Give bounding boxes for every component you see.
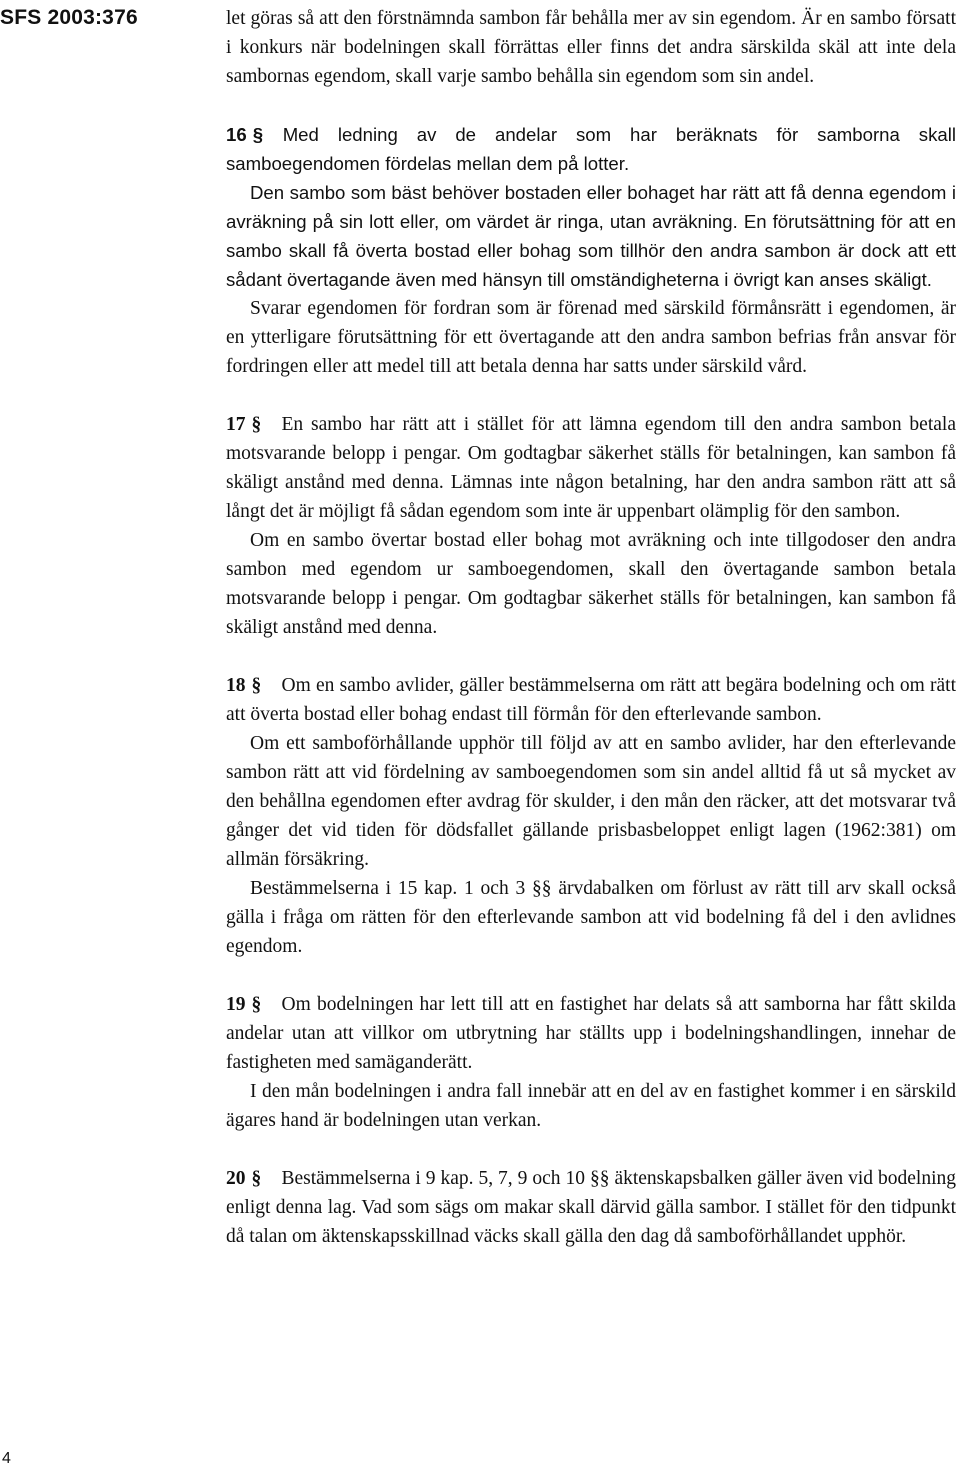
section-17-sign: § [251,414,262,435]
section-16-paragraph-3: Svarar egendomen för fordran som är förenad med särskild förmånsrätt i egendomen, är en ytterligare förutsättning för ett övertagande att den andra sambon befrias från ansvar för fordringen eller att medel till att betala denna har satts under särskild vård. [226,298,956,377]
statute-text-column [226,4,956,1251]
intro-paragraph: let göras så att den förstnämnda sambon får behålla mer av sin egendom. Är en sambo försatt i konkurs när bodelningen skall förrättas eller finns det andra särskilda skäl att inte dela sambornas egendom, skall varje sambo behålla sin egendom som sin andel. [226,8,956,87]
section-16-number: 16 [226,124,247,145]
section-18-paragraph-2: Om ett samboförhållande upphör till följd av att en sambo avlider, har den efterlevande sambon rätt att vid fördelning av samboegendomen som sin andel alltid få ut så mycket av den behållna egendomen efter avdrag för skulder, i den mån den räcker, att det motsvarar två gånger det vid tiden för dödsfallet gällande prisbasbeloppet enligt lagen (1962:381) om allmän försäkring. [226,733,956,870]
section-16-paragraph-1 [226,120,956,178]
section-20-sign: § [251,1168,262,1189]
section-19-paragraph-1 [226,990,956,1077]
section-17-paragraph-2: Om en sambo övertar bostad eller bohag mot avräkning och inte tillgodoser den andra sambon med egendom ur samboegendomen, skall den övertagande sambon betala motsvarande belopp i pengar. Om godtagbar säkerhet ställs för betalningen, kan sambon få skäligt anstånd med denna. [226,530,956,638]
section-20-number: 20 [226,1168,246,1189]
section-18-paragraph-3: Bestämmelserna i 15 kap. 1 och 3 §§ ärvdabalken om förlust av rätt till arv skall också gälla i fråga om rätten för den efterlevande sambon att vid bodelning få del i den avlidnes egendom. [226,878,956,957]
section-18-text-1: Om en sambo avlider, gäller bestämmelserna om rätt att begära bodelning och om rätt att överta bostad eller bohag endast till förmån för den efterlevande sambon. [226,675,956,725]
section-16-paragraph-2: Den sambo som bäst behöver bostaden eller bohaget har rätt att få denna egendom i avräkning på sin lott eller, om värdet är ringa, utan avräkning. En förutsättning för att en sambo skall få överta bostad eller bohag som tillhör den andra sambon är dock att ett sådant övertagande även med hänsyn till omständigheterna i övrigt kan anses skäligt. [226,182,956,290]
section-17-number: 17 [226,414,246,435]
section-20-paragraph-1 [226,1164,956,1251]
section-17-text-1: En sambo har rätt att i stället för att lämna egendom till den andra sambon betala motsvarande belopp i pengar. Om godtagbar säkerhet ställs för betalningen, kan sambon få skäligt anstånd med denna. Lämnas inte någon betalning, har den andra sambon rätt att så långt det är möjligt få sådan egendom som inte är uppenbart olämplig för den sambon. [226,414,956,522]
section-20-text-1: Bestämmelserna i 9 kap. 5, 7, 9 och 10 §§ äktenskapsbalken gäller även vid bodelning enligt denna lag. Vad som sägs om makar skall därvid gälla sambor. I stället för den tidpunkt då talan om äktenskapsskillnad väcks skall gälla den dag då samboförhållandet upphör. [226,1168,956,1247]
document-id: SFS 2003:376 [0,6,138,29]
section-18-number: 18 [226,675,246,696]
section-18-paragraph-1 [226,671,956,729]
section-19-text-1: Om bodelningen har lett till att en fastighet har delats så att samborna har fått skilda andelar utan att villkor om utbrytning har ställts upp i bodelningshandlingen, innehar de fastigheten med samäganderätt. [226,994,956,1073]
section-19-number: 19 [226,994,246,1015]
section-17-paragraph-1 [226,410,956,526]
section-16-sign: § [252,124,264,145]
section-19-sign: § [251,994,262,1015]
page-number: 4 [2,1450,11,1467]
section-19-paragraph-2: I den mån bodelningen i andra fall innebär att en del av en fastighet kommer i en särskild ägares hand är bodelningen utan verkan. [226,1081,956,1131]
section-18-sign: § [251,675,262,696]
section-16-text-1: Med ledning av de andelar som har beräknats för samborna skall samboegendomen fördelas mellan dem på lotter. [226,124,956,174]
